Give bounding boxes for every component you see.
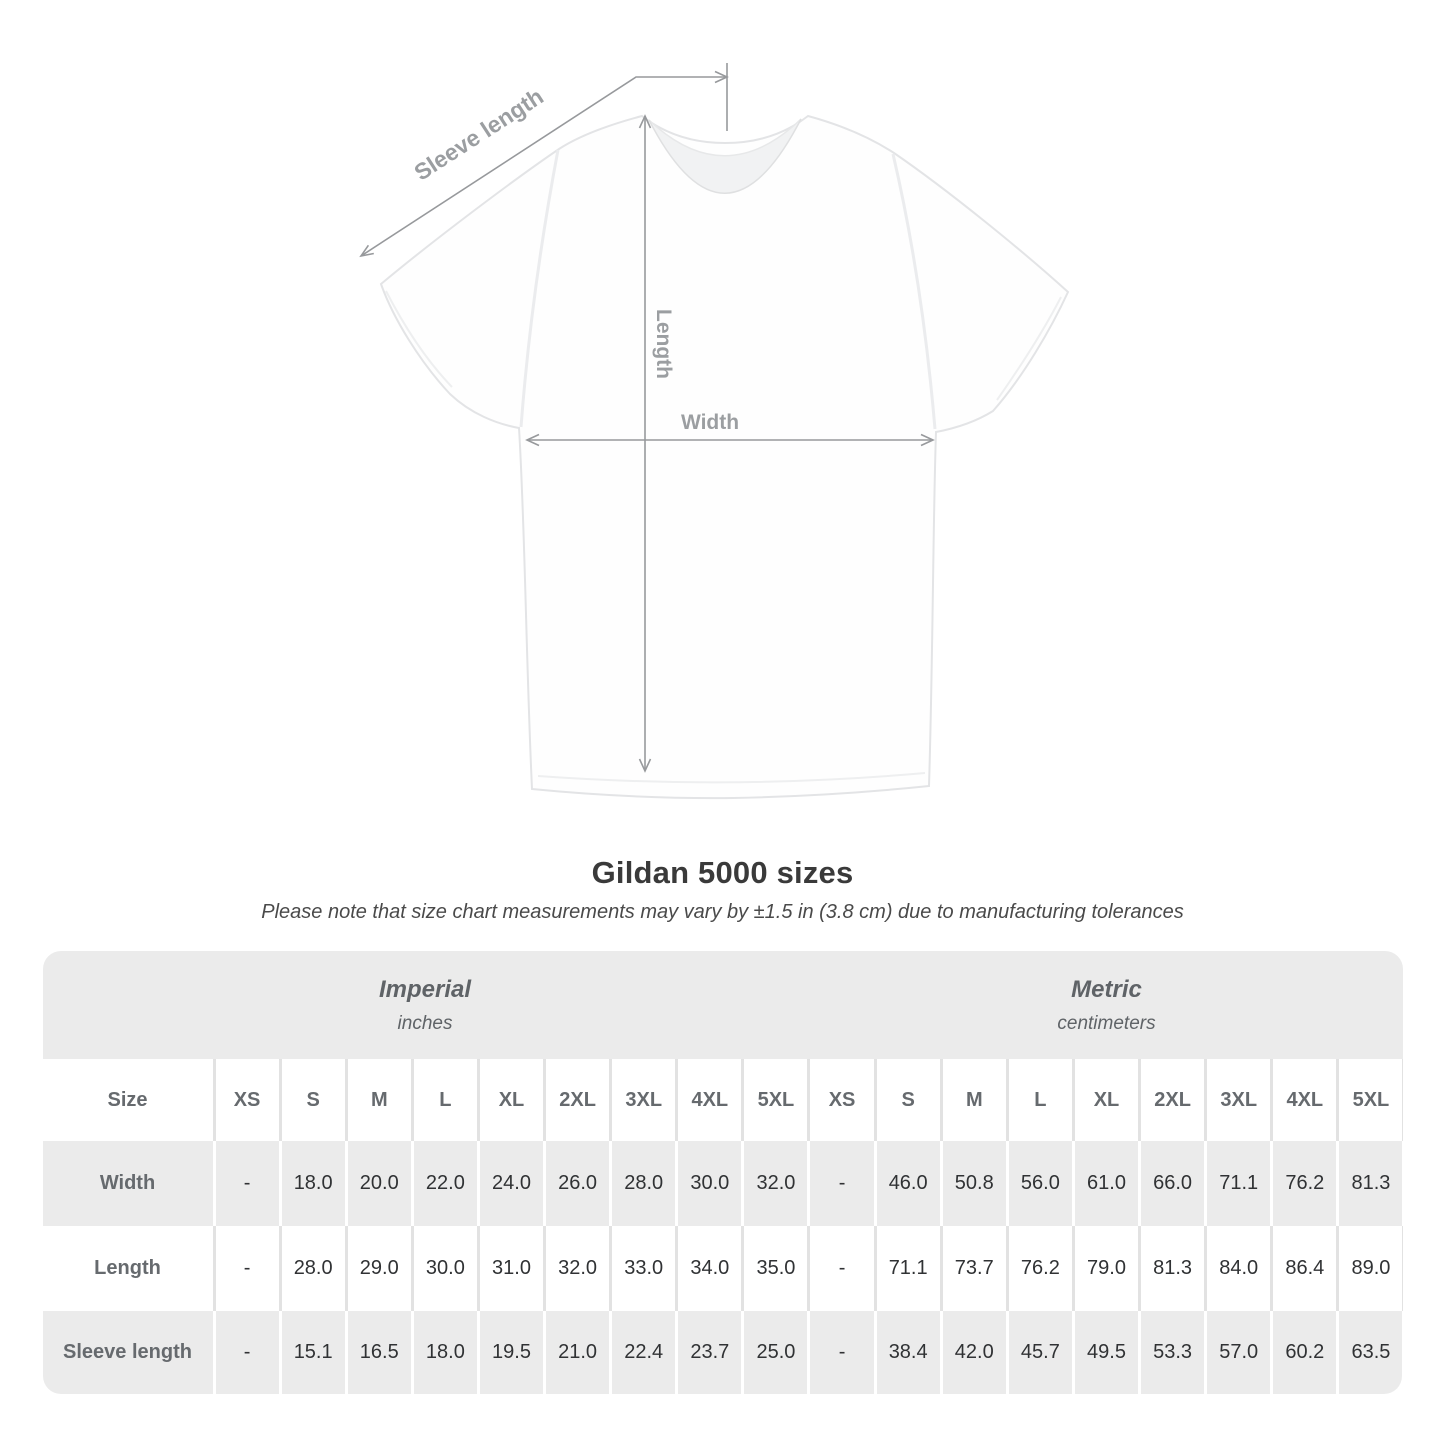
value-cell: 53.3 — [1141, 1311, 1204, 1394]
value-cell: 71.1 — [1207, 1141, 1270, 1226]
value-cell: - — [810, 1141, 873, 1226]
value-cell: 63.5 — [1339, 1311, 1402, 1394]
size-header-cell: 2XL — [1141, 1059, 1204, 1141]
size-header-cell: S — [282, 1059, 345, 1141]
value-cell: 18.0 — [414, 1311, 477, 1394]
value-cell: 24.0 — [480, 1141, 543, 1226]
value-cell: 30.0 — [678, 1141, 741, 1226]
size-header-cell: 5XL — [1339, 1059, 1402, 1141]
row-label-length: Length — [43, 1226, 213, 1311]
tshirt-shape — [381, 116, 1068, 798]
size-header-cell: 4XL — [1273, 1059, 1336, 1141]
value-cell: 28.0 — [282, 1226, 345, 1311]
value-cell: 50.8 — [943, 1141, 1006, 1226]
value-cell: 20.0 — [348, 1141, 411, 1226]
value-cell: 49.5 — [1075, 1311, 1138, 1394]
size-header-cell: 2XL — [546, 1059, 609, 1141]
length-row — [43, 1226, 1403, 1311]
value-cell: 42.0 — [943, 1311, 1006, 1394]
value-cell: 25.0 — [744, 1311, 807, 1394]
value-cell: 66.0 — [1141, 1141, 1204, 1226]
value-cell: 61.0 — [1075, 1141, 1138, 1226]
size-header-cell: L — [414, 1059, 477, 1141]
size-header-cell: 4XL — [678, 1059, 741, 1141]
width-row — [43, 1141, 1403, 1226]
value-cell: 38.4 — [877, 1311, 940, 1394]
value-cell: 73.7 — [943, 1226, 1006, 1311]
size-header-cell: M — [943, 1059, 1006, 1141]
size-header-cell: XS — [810, 1059, 873, 1141]
row-label-width: Width — [43, 1141, 213, 1226]
value-cell: 76.2 — [1273, 1141, 1336, 1226]
value-cell: 71.1 — [877, 1226, 940, 1311]
value-cell: 81.3 — [1339, 1141, 1402, 1226]
imperial-group — [43, 951, 808, 1059]
length-label: Length — [652, 309, 675, 379]
size-chart-table — [43, 951, 1403, 1394]
value-cell: 15.1 — [282, 1311, 345, 1394]
value-cell: 29.0 — [348, 1226, 411, 1311]
value-cell: 28.0 — [612, 1141, 675, 1226]
title-block — [0, 855, 1445, 924]
value-cell: - — [216, 1311, 279, 1394]
metric-group — [811, 951, 1403, 1059]
width-label: Width — [680, 411, 740, 434]
value-cell: 32.0 — [744, 1141, 807, 1226]
tolerance-note: Please note that size chart measurements may vary by ±1.5 in (3.8 cm) due to manufacturing tolerances — [261, 901, 1184, 923]
value-cell: 81.3 — [1141, 1226, 1204, 1311]
size-header-cell: 3XL — [612, 1059, 675, 1141]
size-header-cell: M — [348, 1059, 411, 1141]
value-cell: 26.0 — [546, 1141, 609, 1226]
tshirt-outline — [381, 116, 1068, 798]
value-cell: 45.7 — [1009, 1311, 1072, 1394]
value-cell: 57.0 — [1207, 1311, 1270, 1394]
value-cell: 46.0 — [877, 1141, 940, 1226]
imperial-label: Imperial — [378, 975, 472, 1003]
value-cell: 35.0 — [744, 1226, 807, 1311]
value-cell: - — [810, 1226, 873, 1311]
value-cell: 33.0 — [612, 1226, 675, 1311]
size-header-cell: 5XL — [744, 1059, 807, 1141]
size-column-header: Size — [43, 1059, 213, 1141]
page-title: Gildan 5000 sizes — [591, 855, 854, 890]
value-cell: 76.2 — [1009, 1226, 1072, 1311]
value-cell: 18.0 — [282, 1141, 345, 1226]
value-cell: 32.0 — [546, 1226, 609, 1311]
value-cell: 21.0 — [546, 1311, 609, 1394]
size-header-cell: 3XL — [1207, 1059, 1270, 1141]
metric-sublabel: centimeters — [1057, 1012, 1156, 1034]
size-header-cell: XL — [480, 1059, 543, 1141]
value-cell: 84.0 — [1207, 1226, 1270, 1311]
metric-label: Metric — [1071, 975, 1142, 1003]
value-cell: - — [216, 1141, 279, 1226]
units-band — [43, 951, 1403, 1059]
value-cell: 34.0 — [678, 1226, 741, 1311]
value-cell: 86.4 — [1273, 1226, 1336, 1311]
value-cell: 22.0 — [414, 1141, 477, 1226]
size-header-cell: XL — [1075, 1059, 1138, 1141]
value-cell: 56.0 — [1009, 1141, 1072, 1226]
value-cell: 23.7 — [678, 1311, 741, 1394]
value-cell: 89.0 — [1339, 1226, 1402, 1311]
size-header-cell: XS — [216, 1059, 279, 1141]
value-cell: 79.0 — [1075, 1226, 1138, 1311]
value-cell: 30.0 — [414, 1226, 477, 1311]
size-header-row — [43, 1059, 1403, 1141]
value-cell: - — [810, 1311, 873, 1394]
value-cell: - — [216, 1226, 279, 1311]
value-cell: 22.4 — [612, 1311, 675, 1394]
size-header-cell: S — [877, 1059, 940, 1141]
sleeve-length-row — [43, 1311, 1403, 1394]
row-label-sleeve-length: Sleeve length — [43, 1311, 213, 1394]
value-cell: 16.5 — [348, 1311, 411, 1394]
size-header-cell: L — [1009, 1059, 1072, 1141]
sleeve-length-label: Sleeve length — [409, 83, 548, 186]
value-cell: 31.0 — [480, 1226, 543, 1311]
value-cell: 60.2 — [1273, 1311, 1336, 1394]
value-cell: 19.5 — [480, 1311, 543, 1394]
imperial-sublabel: inches — [397, 1012, 453, 1034]
